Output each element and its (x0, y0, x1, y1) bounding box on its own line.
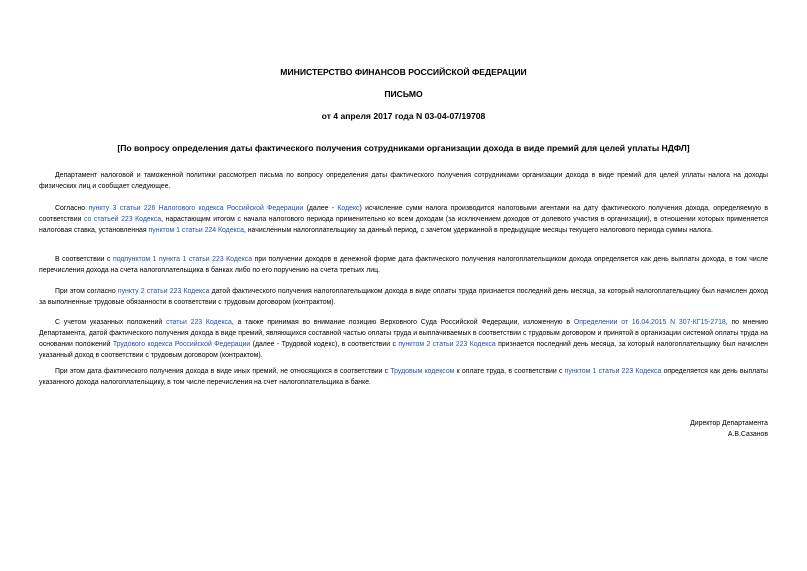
paragraph-text: ) исчисление сумм налога производится налоговыми агентами на дату фактического получения дохода, определяемую в соответствии (39, 205, 768, 223)
paragraph-text: признается последний день месяца, за который налогоплательщику был начислен указанный доход в соответствии с трудовым договором (контрактом). (39, 341, 768, 359)
link-art223[interactable]: со статьей 223 Кодекса (83, 216, 162, 223)
paragraph-text: , начисленным налогоплательщику за данный период, с зачетом удержанной в предыдущие месяцы текущего налогового периода суммы налога. (243, 227, 713, 234)
paragraph-text: (далее - (303, 205, 338, 212)
link-art224-p1[interactable]: пунктом 1 статьи 224 Кодекса (148, 227, 244, 234)
link-art223-p2[interactable]: пункту 2 статьи 223 Кодекса (117, 288, 210, 295)
link-labor-code-short[interactable]: Трудовым кодексом (390, 368, 455, 375)
paragraph-6 (39, 366, 768, 388)
paragraph-5 (39, 317, 768, 361)
paragraph-text: С учетом указанных положений (55, 319, 167, 326)
link-tax-code[interactable]: Кодекс (337, 205, 360, 212)
link-art223-p1[interactable]: пунктом 1 статьи 223 Кодекса (564, 368, 662, 375)
paragraph-3 (39, 254, 768, 276)
link-supreme-court-ruling[interactable]: Определении от 16.04.2015 N 307-КГ15-2718 (573, 319, 726, 326)
paragraph-text: к оплате труда, в соответствии с (454, 368, 565, 375)
paragraph-text: Департамент налоговой и таможенной политики рассмотрел письма по вопросу определения даты фактического получения сотрудниками организации дохода в виде премий для целей уплаты налога на доходы физических лиц и сообщает следующее. (39, 172, 768, 190)
link-tax-code-art226-p3[interactable]: пункту 3 статьи 226 Налогового кодекса Российской Федерации (88, 205, 304, 212)
paragraph-text: При этом согласно (55, 288, 118, 295)
paragraph-2 (39, 203, 768, 236)
link-art223-p2-second[interactable]: пунктом 2 статьи 223 Кодекса (398, 341, 496, 348)
paragraph-text: при получении доходов в денежной форме дата фактического получения налогоплательщиком дохода определяется как день выплаты дохода, в том числе перечисления дохода на счета налогоплательщика в банках либо по его поручению на счета третьих лиц. (39, 256, 769, 274)
paragraph-text: (далее - Трудовой кодекс), в соответствии с (250, 341, 399, 348)
ministry-title: МИНИСТЕРСТВО ФИНАНСОВ РОССИЙСКОЙ ФЕДЕРАЦИИ (280, 67, 527, 77)
paragraph-text: , а также принимая во внимание позицию Верховного Суда Российской Федерации, изложенную в (231, 319, 574, 326)
link-art223-p1-sp1[interactable]: подпунктом 1 пункта 1 статьи 223 Кодекса (113, 256, 253, 263)
paragraph-4 (39, 286, 768, 308)
signature-name: А.В.Сазанов (727, 431, 768, 438)
paragraph-text: , нарастающим итогом с начала налогового периода применительно ко всем доходам (за исключением доходов от долевого участия в организации), в отношении которых применяется налоговая ставка, установленная (39, 216, 768, 234)
paragraph-text: определяется как день выплаты указанного дохода налогоплательщику, в том числе перечисления на счет налогоплательщика в банке. (39, 368, 768, 386)
paragraph-text: датой фактического получения налогоплательщиком дохода в виде оплаты труда признается последний день месяца, за который налогоплательщику был начислен доход за выполненные трудовые обязанности в соответствии с трудовым договором (контрактом). (39, 288, 768, 306)
signature-position: Директор Департамента (690, 420, 768, 427)
signature-block (690, 418, 768, 440)
link-art223-general[interactable]: статьи 223 Кодекса (166, 319, 232, 326)
paragraph-text: , по мнению Департамента, датой фактического получения дохода в виде премий, являющихся составной частью оплаты труда и выплачиваемых в соответствии с трудовым договором и принятой в организации системой оплаты труда на основании положений (39, 319, 768, 348)
paragraph-text: Согласно (55, 205, 89, 212)
link-labor-code[interactable]: Трудового кодекса Российской Федерации (112, 341, 251, 348)
paragraph-text: В соответствии с (55, 256, 113, 263)
document-date-number: от 4 апреля 2017 года N 03-04-07/19708 (321, 111, 486, 121)
paragraph-1 (39, 170, 768, 192)
document-subject: [По вопросу определения даты фактического получения сотрудниками организации дохода в виде премий для целей уплаты НДФЛ] (117, 143, 690, 153)
paragraph-text: При этом дата фактического получения дохода в виде иных премий, не относящихся в соответствии с (55, 368, 391, 375)
document-type: ПИСЬМО (384, 89, 423, 99)
